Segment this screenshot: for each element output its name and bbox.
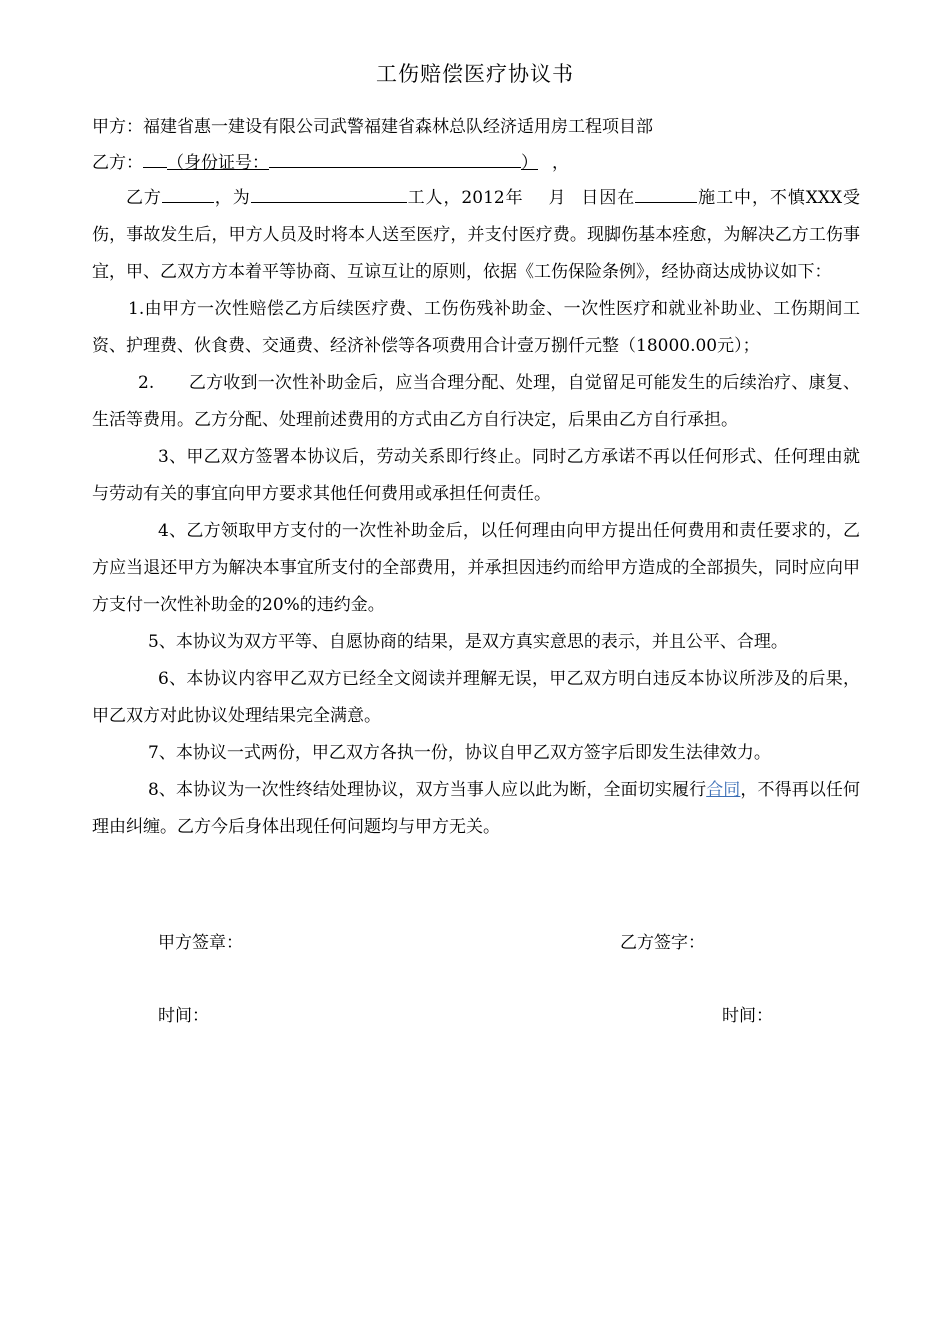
party-b-time-label: 时间： xyxy=(722,1006,773,1026)
intro-text-1: 乙方 xyxy=(126,188,162,208)
name-blank xyxy=(162,186,214,203)
clause-2: 2. 乙方收到一次性补助金后，应当合理分配、处理，自觉留足可能发生的后续治疗、康复、生活等费用。乙方分配、处理前述费用的方式由乙方自行决定，后果由乙方自行承担。 xyxy=(92,373,860,430)
contract-link[interactable]: 合同 xyxy=(706,780,741,800)
intro-paragraph xyxy=(92,180,860,291)
party-a-time-label: 时间： xyxy=(158,1006,209,1026)
document-title: 工伤赔偿医疗协议书 xyxy=(376,62,574,86)
clause-8 xyxy=(92,772,860,846)
agreement-body xyxy=(92,180,860,846)
party-b-line xyxy=(92,148,872,173)
party-b-id-open: （身份证号： xyxy=(167,153,269,173)
party-b-name-blank xyxy=(143,151,167,168)
intro-text-6: 施工中，不慎XXX受伤，事故发生后，甲方人员及时将本人送至医疗，并支付医疗费。现脚伤基本痊愈，为解决乙方工伤事宜，甲、乙双方方本着平等协商、互谅互让的原则，依据《工伤保险条例》，经协商达成协议如下： xyxy=(92,188,861,282)
clause-4: 4、乙方领取甲方支付的一次性补助金后，以任何理由向甲方提出任何费用和责任要求的，乙方应当退还甲方为解决本事宜所支付的全部费用，并承担因违约而给甲方造成的全部损失，同时应向甲方支付一次性补助金的20%的违约金。 xyxy=(92,521,860,615)
site-blank xyxy=(635,186,697,203)
clause-8-after: ，不得再以任何理由纠缠。乙方今后身体出现任何问题均与甲方无关。 xyxy=(92,780,861,837)
job-blank xyxy=(251,186,407,203)
clause-5: 5、本协议为双方平等、自愿协商的结果，是双方真实意思的表示，并且公平、合理。 xyxy=(148,632,788,652)
party-b-tail: ， xyxy=(552,153,569,173)
intro-text-4: 月 xyxy=(547,188,567,208)
intro-text-3: 工人，2012年 xyxy=(406,188,524,208)
clause-8-before: 8、本协议为一次性终结处理协议，双方当事人应以此为断，全面切实履行 xyxy=(148,780,707,800)
party-b-id-blank xyxy=(269,151,521,168)
intro-text-5: 日因在 xyxy=(580,188,636,208)
clause-7: 7、本协议一式两份，甲乙双方各执一份，协议自甲乙双方签字后即发生法律效力。 xyxy=(148,743,771,763)
clause-6: 6、本协议内容甲乙双方已经全文阅读并理解无误，甲乙双方明白违反本协议所涉及的后果，甲乙双方对此协议处理结果完全满意。 xyxy=(92,669,860,726)
party-b-signature-label: 乙方签字： xyxy=(620,933,705,953)
party-b-label: 乙方： xyxy=(92,153,143,173)
party-a-signature-label: 甲方签章： xyxy=(158,933,243,953)
party-a-line: 甲方：福建省惠一建设有限公司武警福建省森林总队经济适用房工程项目部 xyxy=(92,117,653,137)
intro-text-2: ，为 xyxy=(213,188,251,208)
party-b-id-close: ） xyxy=(521,153,538,173)
clause-3: 3、甲乙双方签署本协议后，劳动关系即行终止。同时乙方承诺不再以任何形式、任何理由就与劳动有关的事宜向甲方要求其他任何费用或承担任何责任。 xyxy=(92,447,860,504)
clause-1: 1.由甲方一次性赔偿乙方后续医疗费、工伤伤残补助金、一次性医疗和就业补助业、工伤期间工资、护理费、伙食费、交通费、经济补偿等各项费用合计壹万捌仟元整（18000.00元）； xyxy=(92,299,860,356)
